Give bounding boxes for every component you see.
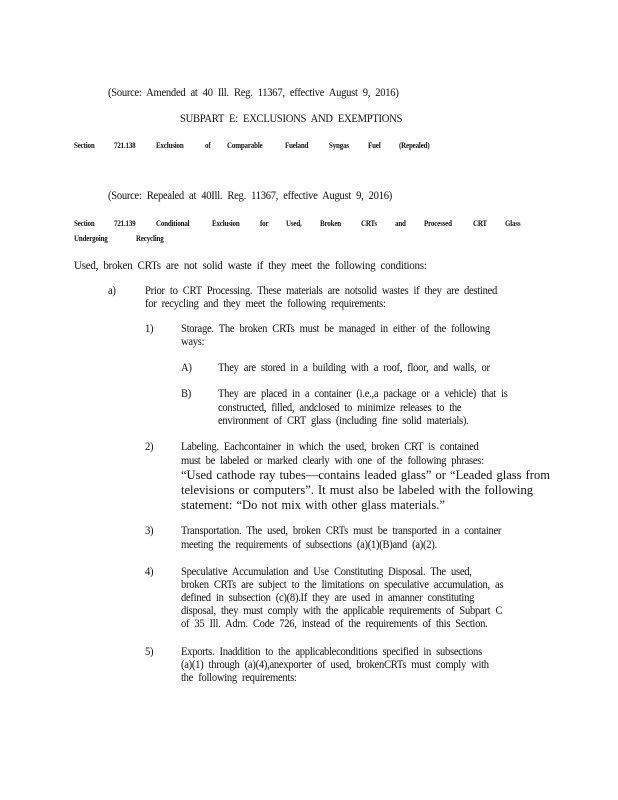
section-721-138-heading [74, 140, 436, 150]
heading-word: Exclusion [155, 140, 184, 150]
item-a-text: Prior to CRT Processing. These materials are notsolid wastes if they are destined [145, 285, 498, 297]
heading-word: Syngas [328, 140, 349, 150]
section-721-139-heading [74, 218, 524, 228]
heading-word: for [260, 218, 269, 228]
heading-word: Fuel [368, 140, 381, 150]
heading-word: Conditional [155, 218, 190, 228]
item-a-text: for recycling and they meet the following requirements: [145, 298, 386, 310]
item-4-text: broken CRTs are subject to the limitations on speculative accumulation, as [181, 579, 504, 591]
heading-word: Processed [423, 218, 452, 228]
heading-word: Broken [320, 218, 342, 228]
item-B-text: environment of CRT glass (including fine solid materials). [218, 415, 469, 427]
heading-word: (Repealed) [398, 140, 430, 150]
item-5-text: Exports. Inaddition to the applicableconditions specified in subsections [181, 646, 482, 658]
item-2-label-phrase: “Used cathode ray tubes—contains leaded glass” or “Leaded glass from [181, 468, 550, 482]
subpart-heading: SUBPART E: EXCLUSIONS AND EXEMPTIONS [180, 113, 403, 125]
heading-word: and [395, 218, 407, 228]
item-2-label-statement: statement: “Do not mix with other glass materials.” [181, 498, 445, 512]
item-5-text: the following requirements: [181, 672, 297, 684]
heading-word: Exclusion [211, 218, 240, 228]
item-1-text: Storage. The broken CRTs must be managed in either of the following [181, 323, 490, 335]
heading-word: Section [74, 218, 95, 228]
item-label-a: a) [108, 285, 116, 297]
item-B-text: They are placed in a container (i.e.,a package or a vehicle) that is [218, 388, 508, 400]
item-3-text: meeting the requirements of subsections (a)(1)(B)and (a)(2). [181, 539, 437, 551]
item-label-A: A) [181, 362, 192, 374]
source-note-amended: (Source: Amended at 40 Ill. Reg. 11367, effective August 9, 2016) [108, 87, 399, 99]
item-4-text: disposal, they must comply with the applicable requirements of Subpart C [181, 605, 503, 617]
intro-paragraph: Used, broken CRTs are not solid waste if they meet the following conditions: [74, 258, 427, 272]
heading-word: CRTs [360, 218, 377, 228]
item-1-text: ways: [181, 336, 205, 348]
item-B-text: constructed, filled, andclosed to minimize releases to the [218, 402, 462, 414]
item-label-B: B) [181, 388, 192, 400]
heading-word: Section [74, 140, 95, 150]
heading-word: 721.138 [114, 140, 136, 150]
item-2-label-phrase: televisions or computers”. It must also be labeled with the following [181, 483, 533, 497]
item-label-2: 2) [145, 441, 154, 453]
item-label-4: 4) [145, 566, 154, 578]
item-2-text: Labeling. Eachcontainer in which the used, broken CRT is contained [181, 441, 479, 453]
item-4-text: defined in subsection (c)(8).If they are used in amanner constituting [181, 592, 475, 604]
item-4-text: of 35 Ill. Adm. Code 726, instead of the requirements of this Section. [181, 618, 488, 630]
heading-word: CRT [472, 218, 487, 228]
heading-word: 721.139 [114, 218, 136, 228]
item-2-text: must be labeled or marked clearly with one of the following phrases: [181, 455, 484, 467]
heading-word: of [204, 140, 211, 150]
heading-word: Glass [505, 218, 521, 228]
item-A-text: They are stored in a building with a roof, floor, and walls, or [218, 362, 490, 374]
item-3-text: Transportation. The used, broken CRTs must be transported in a container [181, 525, 502, 537]
heading-word: Fueland [285, 140, 309, 150]
heading-word: Used, [285, 218, 302, 228]
item-5-text: (a)(1) through (a)(4),anexporter of used, brokenCRTs must comply with [181, 659, 489, 671]
item-label-5: 5) [145, 646, 154, 658]
heading-word: Undergoing [74, 233, 108, 243]
source-note-repealed: (Source: Repealed at 40Ill. Reg. 11367, effective August 9, 2016) [108, 190, 392, 202]
section-721-139-heading-continued [74, 233, 170, 243]
item-label-1: 1) [145, 323, 154, 335]
heading-word: Recycling [136, 233, 164, 243]
item-4-text: Speculative Accumulation and Use Constituting Disposal. The used, [181, 566, 472, 578]
item-label-3: 3) [145, 525, 154, 537]
heading-word: Comparable [226, 140, 263, 150]
